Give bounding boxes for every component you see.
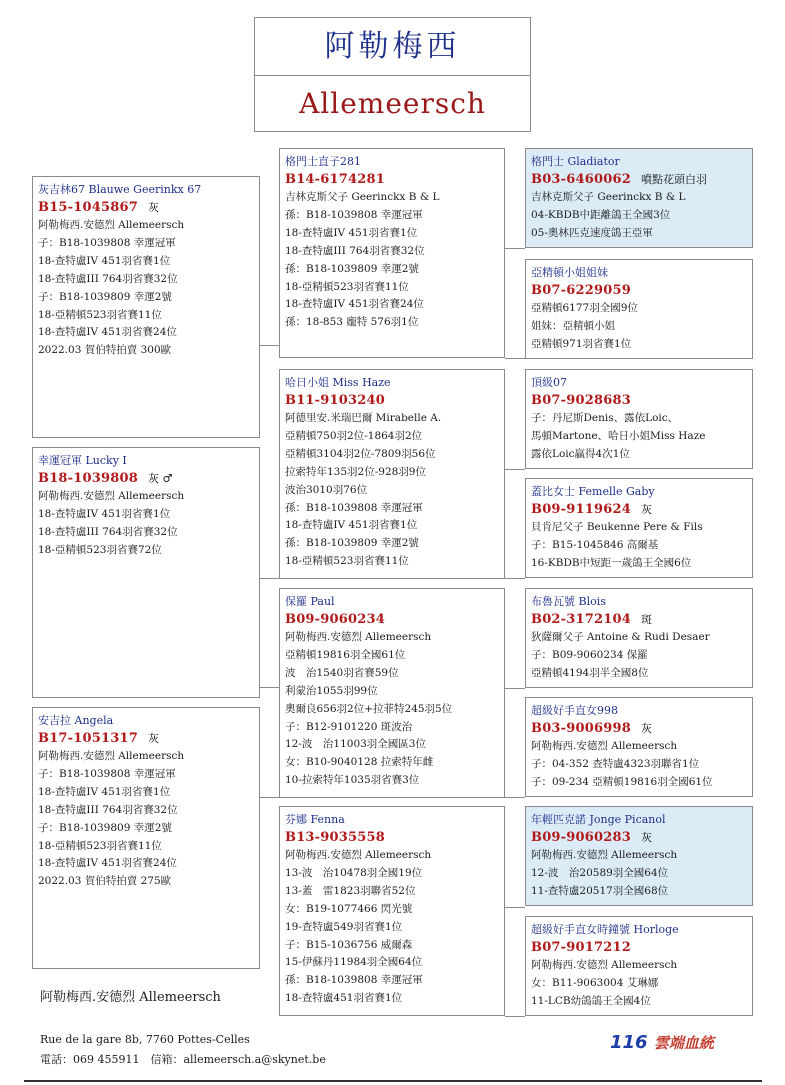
record-line: 子：B09-9060234 保羅 <box>531 648 648 661</box>
ring-number: B03-9006998 <box>531 721 631 736</box>
bird-name: 超級好手直女998 <box>531 704 618 717</box>
record-line: 13-波 治10478羽全國19位 <box>285 866 423 879</box>
ring-row <box>285 391 499 410</box>
feather-color: 灰 ♂ <box>148 472 173 485</box>
connector-line <box>505 358 525 359</box>
record-line: 18-查特盧III 764羽省賽32位 <box>38 803 178 816</box>
connector-line <box>505 907 525 908</box>
ring-number: B18-1039808 <box>38 471 138 486</box>
record-line: 2022.03 賀伯特拍賣 300歐 <box>38 344 172 357</box>
record-line: 子：丹尼斯Denis、露依Loic、 <box>531 412 679 424</box>
feather-color: 灰 <box>148 201 159 214</box>
record-line: 18-亞精頓523羽省賽11位 <box>38 308 162 321</box>
ring-row <box>531 170 747 189</box>
record-line: 11-查特盧20517羽全國68位 <box>531 884 669 897</box>
record-line: 孫：B18-1039809 幸運2號 <box>285 262 419 275</box>
feather-color: 灰 <box>641 503 652 516</box>
connector-line <box>505 797 525 798</box>
ring-row <box>531 719 747 738</box>
ring-row <box>531 281 747 300</box>
bird-name: 格門士直子281 <box>285 155 361 168</box>
ring-row <box>38 729 254 748</box>
record-line: 子：B15-1036756 威爾森 <box>285 938 413 951</box>
record-line: 阿勒梅西.安德烈 Allemeersch <box>531 849 678 861</box>
bird-name: 保羅 Paul <box>285 595 335 608</box>
record-line: 阿勒梅西.安德烈 Allemeersch <box>285 631 432 643</box>
feather-color: 噴點花頭白羽 <box>641 173 707 186</box>
record-line: 18-亞精頓523羽省賽11位 <box>285 555 409 568</box>
ring-number: B07-9017212 <box>531 940 631 955</box>
ring-row <box>38 198 254 217</box>
connector-line <box>505 248 525 249</box>
bird-name: 布魯瓦號 Blois <box>531 595 606 608</box>
record-line: 狄薩爾父子 Antoine & Rudi Desaer <box>531 631 710 643</box>
connector-line <box>260 797 279 798</box>
connector-line <box>505 578 525 579</box>
record-line: 阿勒梅西.安德烈 Allemeersch <box>285 849 432 861</box>
record-line: 18-查特盧IV 451羽省賽1位 <box>285 226 418 239</box>
record-line: 阿勒梅西.安德烈 Allemeersch <box>38 219 185 231</box>
bird-name: 格門士 Gladiator <box>531 155 620 168</box>
record-line: 孫：B18-1039808 幸運冠軍 <box>285 974 423 987</box>
record-line: 05-奧林匹克速度鴿王亞軍 <box>531 226 653 239</box>
record-line: 亞精頓971羽省賽1位 <box>531 337 632 350</box>
record-line: 18-亞精頓523羽省賽72位 <box>38 543 162 556</box>
record-line: 女：B10-9040128 拉索特年雌 <box>285 756 434 769</box>
logo-number: 116 <box>610 1032 648 1053</box>
pedigree-box-sire <box>32 176 260 438</box>
pedigree-box-ssd <box>525 259 753 359</box>
record-line: 16-KBDB中短距一歲鴿王全國6位 <box>531 556 692 569</box>
bottom-divider <box>24 1080 762 1082</box>
ring-number: B03-6460062 <box>531 172 631 187</box>
record-line: 亞精頓19816羽全國61位 <box>285 648 406 661</box>
record-line: 子：B15-1045846 高爾基 <box>531 538 659 551</box>
bird-name: 灰吉林67 Blauwe Geerinkx 67 <box>38 183 202 196</box>
record-line: 18-查特盧IV 451羽省賽1位 <box>285 519 418 532</box>
ring-row <box>531 391 747 410</box>
record-line: 波 治1540羽省賽59位 <box>285 666 399 679</box>
bird-name: 幸運冠軍 Lucky I <box>38 454 127 467</box>
pedigree-box-dss <box>525 588 753 688</box>
pedigree-box-sss <box>525 148 753 248</box>
connector-line <box>260 345 279 346</box>
record-line: 吉林克斯父子 Geerinckx B & L <box>531 191 686 203</box>
record-line: 子：B12-9101220 斑波治 <box>285 720 413 733</box>
record-line: 13-蓋 雷1823羽聯省52位 <box>285 884 416 897</box>
record-line: 馬頓Martone、哈日小姐Miss Haze <box>531 429 706 442</box>
ring-number: B09-9060234 <box>285 612 385 627</box>
record-line: 孫：18-853 龐特 576羽1位 <box>285 316 419 329</box>
record-line: 姐妹：亞精頓小姐 <box>531 319 615 332</box>
bird-name: 亞精頓小姐姐妹 <box>531 266 608 279</box>
ring-row <box>285 610 499 629</box>
ring-row <box>531 610 747 629</box>
connector-line <box>505 469 525 470</box>
record-line: 18-查特盧IV 451羽省賽24位 <box>38 857 177 870</box>
bird-name: 年輕匹克諾 Jonge Picanol <box>531 813 666 826</box>
record-line: 貝肯尼父子 Beukenne Pere & Fils <box>531 521 703 533</box>
record-line: 拉索特年135羽2位-928羽9位 <box>285 465 426 478</box>
record-line: 18-查特盧IV 451羽省賽24位 <box>38 326 177 339</box>
bird-name: 蓋比女士 Femelle Gaby <box>531 485 655 498</box>
pedigree-box-sire-dam <box>279 369 505 579</box>
record-line: 子：B18-1039809 幸運2號 <box>38 290 172 303</box>
ring-row <box>531 938 747 957</box>
record-line: 吉林克斯父子 Geerinckx B & L <box>285 191 440 203</box>
ring-number: B09-9060283 <box>531 830 631 845</box>
bird-name: 芬娜 Fenna <box>285 813 345 826</box>
ring-row <box>285 828 499 847</box>
record-line: 12-波 治20589羽全國64位 <box>531 866 669 879</box>
record-line: 18-查特盧III 764羽省賽32位 <box>38 525 178 538</box>
breeder-name: 阿勒梅西.安德烈 Allemeersch <box>40 990 221 1005</box>
feather-color: 斑 <box>641 613 652 626</box>
record-line: 子：09-234 亞精頓19816羽全國61位 <box>531 775 713 788</box>
ring-number: B11-9103240 <box>285 393 385 408</box>
pedigree-box-dam-dam <box>279 806 505 1016</box>
ring-row <box>38 469 254 488</box>
breeder-contact: 電話：069 455911 信箱：allemeersch.a@skynet.be <box>40 1053 326 1066</box>
record-line: 18-查特盧III 764羽省賽32位 <box>38 272 178 285</box>
pedigree-box-dam-sire <box>279 588 505 798</box>
pedigree-box-dam <box>32 707 260 969</box>
record-line: 18-查特盧IV 451羽省賽1位 <box>38 507 171 520</box>
record-line: 18-查特盧451羽省賽1位 <box>285 992 403 1005</box>
ring-number: B07-9028683 <box>531 393 631 408</box>
record-line: 波治3010羽76位 <box>285 483 368 496</box>
logo-text: 雲端血統 <box>653 1034 714 1052</box>
record-line: 阿勒梅西.安德烈 Allemeersch <box>38 750 185 762</box>
record-line: 18-查特盧IV 451羽省賽1位 <box>38 254 171 267</box>
record-line: 亞精頓3104羽2位-7809羽56位 <box>285 447 436 460</box>
ring-row <box>531 828 747 847</box>
record-line: 12-波 治11003羽全國區3位 <box>285 738 426 751</box>
pedigree-box-sds <box>525 369 753 469</box>
record-line: 11-LCB幼鴿鴿王全國4位 <box>531 994 651 1007</box>
record-line: 亞精頓6177羽全國9位 <box>531 302 638 314</box>
title-latin: Allemeersch <box>299 87 486 120</box>
ring-number: B15-1045867 <box>38 200 138 215</box>
ring-row <box>285 170 499 189</box>
bird-name: 哈日小姐 Miss Haze <box>285 376 391 389</box>
record-line: 阿勒梅西.安德烈 Allemeersch <box>531 959 678 971</box>
record-line: 子：B18-1039808 幸運冠軍 <box>38 767 176 780</box>
connector-line <box>260 687 279 688</box>
record-line: 孫：B18-1039808 幸運冠軍 <box>285 208 423 221</box>
record-line: 04-KBDB中距離鴿王全國3位 <box>531 208 671 221</box>
connector-line <box>505 1016 525 1017</box>
connector-line <box>505 688 525 689</box>
bird-name: 超級好手直女時鐘號 Horloge <box>531 923 679 936</box>
record-line: 孫：B18-1039808 幸運冠軍 <box>285 501 423 514</box>
record-line: 阿勒梅西.安德烈 Allemeersch <box>531 740 678 752</box>
ring-number: B13-9035558 <box>285 830 385 845</box>
pedigree-box-sire-sire <box>279 148 505 358</box>
record-line: 女：B19-1077466 閃光號 <box>285 902 413 915</box>
pedigree-box-ddd <box>525 916 753 1016</box>
site-logo <box>610 1032 714 1053</box>
record-line: 子：04-352 查特盧4323羽聯省1位 <box>531 757 700 770</box>
record-line: 子：B18-1039808 幸運冠軍 <box>38 236 176 249</box>
feather-color: 灰 <box>641 722 652 735</box>
connector-line <box>260 578 279 579</box>
pedigree-box-dsd <box>525 697 753 797</box>
feather-color: 灰 <box>641 831 652 844</box>
record-line: 18-查特盧IV 451羽省賽24位 <box>285 298 424 311</box>
record-line: 2022.03 賀伯特拍賣 275歐 <box>38 875 172 888</box>
record-line: 15-伊蘇丹11984羽全國64位 <box>285 956 423 969</box>
record-line: 阿勒梅西.安德烈 Allemeersch <box>38 490 185 502</box>
record-line: 露依Loic贏得4次1位 <box>531 447 630 460</box>
pedigree-box-self <box>32 447 260 698</box>
record-line: 18-亞精頓523羽省賽11位 <box>285 280 409 293</box>
record-line: 18-亞精頓523羽省賽11位 <box>38 839 162 852</box>
record-line: 子：B18-1039809 幸運2號 <box>38 821 172 834</box>
ring-number: B07-6229059 <box>531 283 631 298</box>
record-line: 女：B11-9063004 艾琳娜 <box>531 976 659 989</box>
ring-number: B09-9119624 <box>531 502 631 517</box>
record-line: 孫：B18-1039809 幸運2號 <box>285 537 419 550</box>
ring-number: B14-6174281 <box>285 172 385 187</box>
record-line: 亞精頓750羽2位-1864羽2位 <box>285 429 423 442</box>
title-block <box>254 17 531 132</box>
record-line: 阿德里安.米瑞巴爾 Mirabelle A. <box>285 412 442 424</box>
record-line: 19-查特盧549羽省賽1位 <box>285 920 403 933</box>
ring-number: B02-3172104 <box>531 612 631 627</box>
bird-name: 頂級07 <box>531 376 567 389</box>
record-line: 10-拉索特年1035羽省賽3位 <box>285 774 420 787</box>
record-line: 18-查特盧IV 451羽省賽1位 <box>38 785 171 798</box>
title-chinese: 阿勒梅西 <box>255 18 530 76</box>
ring-row <box>531 500 747 519</box>
breeder-address: Rue de la gare 8b, 7760 Pottes-Celles <box>40 1033 250 1046</box>
pedigree-box-sdd <box>525 478 753 578</box>
bird-name: 安吉拉 Angela <box>38 714 114 727</box>
ring-number: B17-1051317 <box>38 731 138 746</box>
record-line: 18-查特盧III 764羽省賽32位 <box>285 244 425 257</box>
feather-color: 灰 <box>148 732 159 745</box>
record-line: 亞精頓4194羽半全國8位 <box>531 666 649 679</box>
pedigree-box-dds <box>525 806 753 906</box>
record-line: 奧爾良656羽2位+拉菲特245羽5位 <box>285 702 453 715</box>
record-line: 利蒙治1055羽99位 <box>285 684 378 697</box>
